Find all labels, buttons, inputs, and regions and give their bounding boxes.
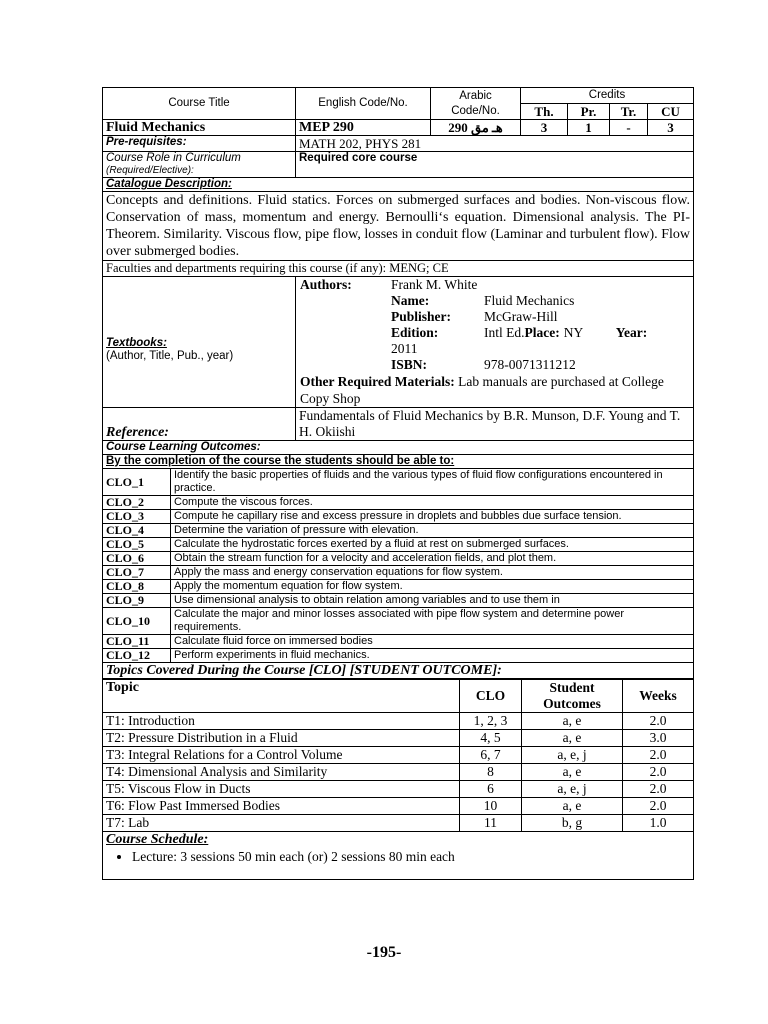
clo-row (103, 552, 694, 566)
topic-outcomes: b, g (522, 815, 623, 832)
topic-row (103, 713, 694, 730)
th-value: 3 (521, 120, 568, 136)
tr-header: Tr. (610, 104, 648, 120)
edition-value: Intl Ed. (484, 325, 525, 340)
year-value: 2011 (391, 341, 418, 356)
clo-id: CLO_1 (103, 469, 171, 496)
topic-name: T5: Viscous Flow in Ducts (103, 781, 460, 798)
topic-clo: 1, 2, 3 (460, 713, 522, 730)
topic-row (103, 764, 694, 781)
schedule-list (106, 849, 690, 865)
english-code: MEP 290 (296, 120, 431, 136)
reference-value: Fundamentals of Fluid Mechanics by B.R. Munson, D.F. Young and T. H. Okiishi (296, 408, 694, 441)
isbn-value: 978-0071311212 (484, 357, 576, 372)
clo-description: Apply the momentum equation for flow system. (171, 580, 694, 594)
topic-name: T2: Pressure Distribution in a Fluid (103, 730, 460, 747)
clo-intro: By the completion of the course the students should be able to: (103, 455, 694, 469)
course-title: Fluid Mechanics (103, 120, 296, 136)
publisher-value: McGraw-Hill (484, 309, 558, 324)
topic-outcomes: a, e (522, 798, 623, 815)
clo-header: CLO (460, 679, 522, 713)
topic-row (103, 781, 694, 798)
faculties-text: Faculties and departments requiring this course (if any): MENG; CE (103, 261, 694, 277)
course-spec-page (102, 87, 693, 880)
topic-outcomes: a, e (522, 730, 623, 747)
clo-id: CLO_7 (103, 566, 171, 580)
textbooks-sublabel: (Author, Title, Pub., year) (106, 350, 234, 362)
topic-name: T4: Dimensional Analysis and Similarity (103, 764, 460, 781)
clo-description: Calculate the hydrostatic forces exerted by a fluid at rest on submerged surfaces. (171, 538, 694, 552)
topic-outcomes: a, e, j (522, 747, 623, 764)
pr-value: 1 (568, 120, 610, 136)
clo-table (102, 468, 694, 663)
clo-row (103, 469, 694, 496)
textbooks-label-cell (103, 277, 296, 408)
topic-clo: 10 (460, 798, 522, 815)
clo-row (103, 566, 694, 580)
other-materials-label: Other Required Materials: (300, 374, 455, 389)
topic-weeks: 3.0 (623, 730, 694, 747)
topic-row (103, 798, 694, 815)
topic-name: T6: Flow Past Immersed Bodies (103, 798, 460, 815)
topic-outcomes: a, e, j (522, 781, 623, 798)
clo-row (103, 649, 694, 663)
topic-row (103, 747, 694, 764)
course-title-header: Course Title (103, 88, 296, 120)
catalogue-description: Concepts and definitions. Fluid statics. Forces on submerged surfaces and bodies. Non-viscous flow. Conservation of mass, momentum and energy. Bernoulli‘s equation. Dimensional analysis. The PI-Theorem. Similarity. Viscous flow, pipe flow, losses in conduit flow (Laminar and turbulent flow). Flow over submerged bodies. (103, 192, 694, 261)
catalogue-label: Catalogue Description: (103, 178, 694, 192)
topic-clo: 11 (460, 815, 522, 832)
clo-id: CLO_9 (103, 594, 171, 608)
topic-header: Topic (103, 679, 460, 713)
topic-clo: 8 (460, 764, 522, 781)
topic-clo: 4, 5 (460, 730, 522, 747)
clo-description: Use dimensional analysis to obtain relation among variables and to use them in (171, 594, 694, 608)
weeks-header: Weeks (623, 679, 694, 713)
clo-description: Compute he capillary rise and excess pressure in droplets and bubbles due surface tension. (171, 510, 694, 524)
name-value: Fluid Mechanics (484, 293, 575, 308)
clo-section-label: Course Learning Outcomes: (103, 441, 694, 455)
topic-weeks: 2.0 (623, 713, 694, 730)
other-materials-value: Lab manuals are purchased at College Copy Shop (300, 374, 664, 406)
role-label-cell (103, 152, 296, 178)
topic-name: T7: Lab (103, 815, 460, 832)
prereq-label: Pre-requisites: (103, 136, 296, 152)
topic-outcomes: a, e (522, 713, 623, 730)
clo-description: Determine the variation of pressure with elevation. (171, 524, 694, 538)
topic-name: T1: Introduction (103, 713, 460, 730)
schedule-cell (103, 832, 694, 880)
role-label: Course Role in Curriculum (106, 152, 241, 164)
clo-row (103, 580, 694, 594)
cu-header: CU (648, 104, 694, 120)
clo-description: Calculate the major and minor losses associated with pipe flow system and determine power requirements. (171, 608, 694, 635)
clo-id: CLO_5 (103, 538, 171, 552)
clo-row (103, 538, 694, 552)
english-code-header: English Code/No. (296, 88, 431, 120)
page-number: -195- (366, 944, 402, 961)
clo-row (103, 524, 694, 538)
clo-id: CLO_4 (103, 524, 171, 538)
place-label: Place: (524, 325, 560, 340)
topic-clo: 6 (460, 781, 522, 798)
clo-row (103, 496, 694, 510)
outcomes-header: Student Outcomes (522, 679, 623, 713)
topic-weeks: 2.0 (623, 764, 694, 781)
role-value: Required core course (296, 152, 694, 178)
topics-section-label: Topics Covered During the Course [CLO] [STUDENT OUTCOME]: (103, 663, 694, 680)
reference-label: Reference: (103, 408, 296, 441)
topic-clo: 6, 7 (460, 747, 522, 764)
edition-label: Edition: (391, 325, 439, 340)
clo-id: CLO_10 (103, 608, 171, 635)
name-label: Name: (391, 293, 430, 308)
clo-id: CLO_2 (103, 496, 171, 510)
topic-weeks: 2.0 (623, 781, 694, 798)
pr-header: Pr. (568, 104, 610, 120)
place-value: NY (563, 325, 584, 340)
topic-name: T3: Integral Relations for a Control Volume (103, 747, 460, 764)
clo-description: Calculate fluid force on immersed bodies (171, 635, 694, 649)
clo-id: CLO_8 (103, 580, 171, 594)
topics-table (102, 662, 694, 880)
topic-weeks: 1.0 (623, 815, 694, 832)
tr-value: - (610, 120, 648, 136)
clo-row (103, 594, 694, 608)
credits-header: Credits (521, 88, 694, 104)
textbooks-label: Textbooks: (106, 337, 167, 349)
cu-value: 3 (648, 120, 694, 136)
topic-outcomes: a, e (522, 764, 623, 781)
th-header: Th. (521, 104, 568, 120)
clo-row (103, 608, 694, 635)
schedule-item: • Lecture: 3 sessions 50 min each (or) 2 sessions 80 min each (132, 849, 690, 865)
clo-row (103, 510, 694, 524)
clo-id: CLO_6 (103, 552, 171, 566)
clo-id: CLO_12 (103, 649, 171, 663)
topic-weeks: 2.0 (623, 798, 694, 815)
topic-row (103, 730, 694, 747)
textbooks-details (296, 277, 694, 408)
topic-weeks: 2.0 (623, 747, 694, 764)
clo-row (103, 635, 694, 649)
course-info-table (102, 87, 694, 469)
prereq-value: MATH 202, PHYS 281 (296, 136, 694, 152)
year-label: Year: (615, 325, 648, 340)
isbn-label: ISBN: (391, 357, 428, 372)
publisher-label: Publisher: (391, 309, 452, 324)
arabic-code: 290 هـ مق (431, 120, 521, 136)
clo-id: CLO_3 (103, 510, 171, 524)
clo-description: Perform experiments in fluid mechanics. (171, 649, 694, 663)
authors-label: Authors: (300, 277, 352, 292)
arabic-code-header: Arabic Code/No. (431, 88, 521, 120)
clo-description: Compute the viscous forces. (171, 496, 694, 510)
clo-id: CLO_11 (103, 635, 171, 649)
schedule-label: Course Schedule: (106, 832, 209, 847)
role-sublabel: (Required/Elective): (106, 165, 194, 176)
clo-description: Identify the basic properties of fluids and the various types of fluid flow configurations encountered in practice. (171, 469, 694, 496)
clo-description: Obtain the stream function for a velocity and acceleration fields, and plot them. (171, 552, 694, 566)
clo-description: Apply the mass and energy conservation equations for flow system. (171, 566, 694, 580)
topic-row (103, 815, 694, 832)
authors-value: Frank M. White (391, 277, 478, 292)
